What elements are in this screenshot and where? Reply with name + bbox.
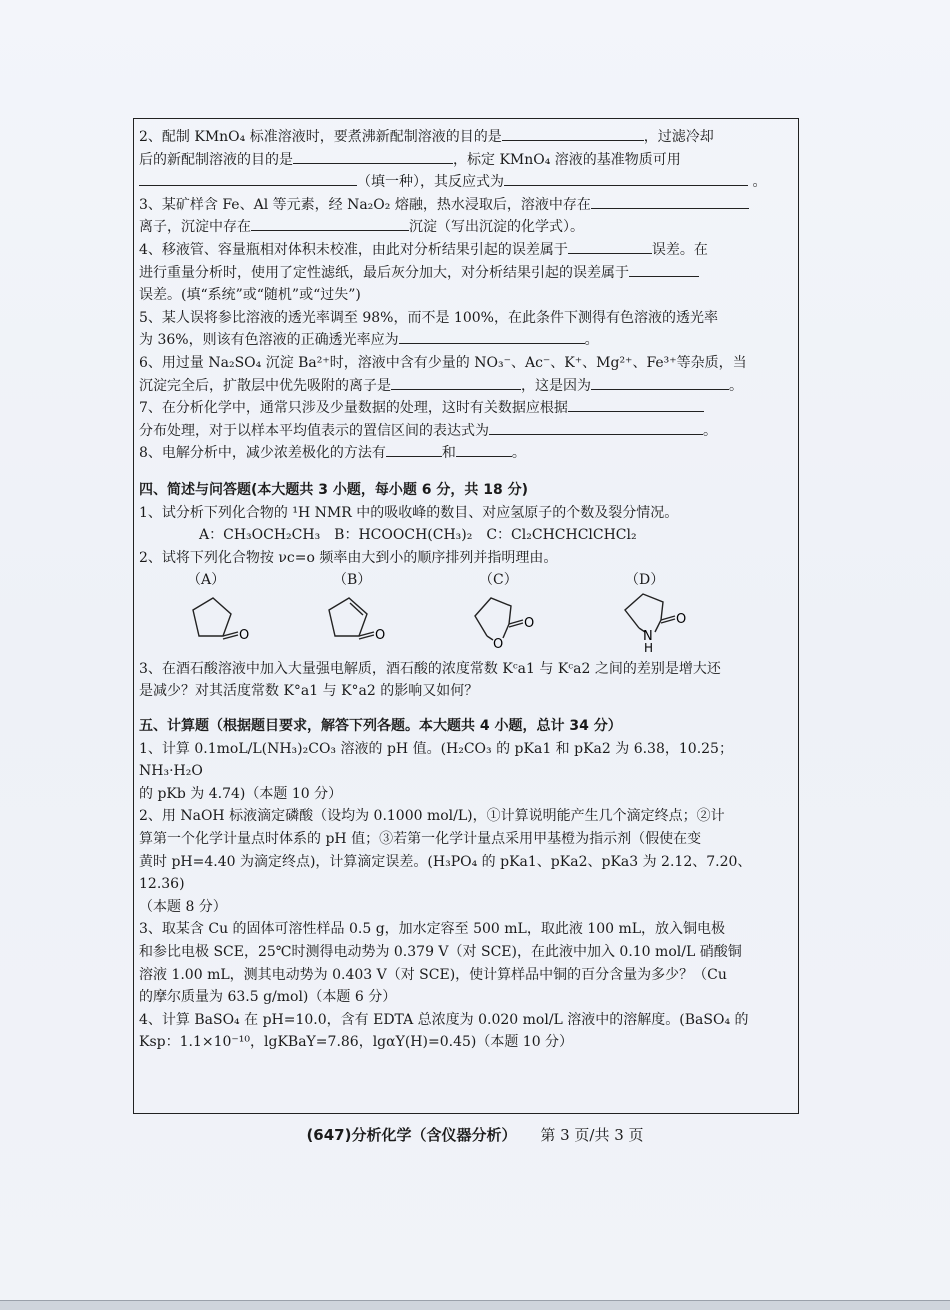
blank — [568, 239, 652, 254]
question-8: 8、电解分析中，减少浓差极化的方法有 和 。 — [139, 442, 795, 465]
question-4: 4、移液管、容量瓶相对体积未校准，由此对分析结果引起的误差属于 误差。在 — [139, 239, 795, 262]
blank — [504, 171, 748, 186]
svg-text:H: H — [644, 640, 654, 655]
blank — [591, 194, 749, 209]
section-5-q1: 1、计算 0.1moL/L(NH₃)₂CO₃ 溶液的 pH 值。(H₂CO₃ 的 pKa1 和 pKa2 为 6.38，10.25；NH₃·H₂O — [139, 740, 733, 780]
section-4-title: 四、简述与问答题(本大题共 3 小题，每小题 6 分，共 18 分) — [139, 481, 529, 498]
section-4-q3-line2: 是减少？对其活度常数 K°a1 与 K°a2 的影响又如何？ — [139, 683, 479, 700]
question-5: 5、某人误将参比溶液的透光率调至 98%，而不是 100%，在此条件下测得有色溶液的透光率 — [139, 309, 718, 326]
blank — [629, 262, 699, 277]
question-7: 7、在分析化学中，通常只涉及少量数据的处理，这时有关数据应根据 — [139, 397, 795, 420]
blank — [293, 149, 453, 164]
blank — [139, 171, 357, 186]
question-6-line2: 沉淀完全后，扩散层中优先吸附的离子是 ，这是因为 。 — [139, 375, 795, 398]
section-5-q2: 2、用 NaOH 标液滴定磷酸（设均为 0.1000 mol/L)，①计算说明能产生几个滴定终点；②计 — [139, 808, 725, 825]
section-5-q3-line2: 和参比电极 SCE，25℃时测得电动势为 0.379 V（对 SCE)，在此液中加入 0.10 mol/L 硝酸铜 — [139, 944, 742, 960]
label-a: （A） — [187, 572, 226, 589]
structure-cyclopentanone — [183, 592, 253, 656]
blank — [489, 420, 703, 435]
svg-text:O: O — [239, 627, 250, 643]
question-2-line2: 后的新配制溶液的目的是 ，标定 KMnO₄ 溶液的基准物质可用 — [139, 149, 795, 172]
blank — [591, 375, 729, 390]
question-2: 2、配制 KMnO₄ 标准溶液时，要煮沸新配制溶液的目的是 ，过滤冷却 — [139, 126, 795, 149]
svg-text:O: O — [375, 627, 386, 643]
section-5-q4: 4、计算 BaSO₄ 在 pH=10.0，含有 EDTA 总浓度为 0.020 mol/L 溶液中的溶解度。(BaSO₄ 的 — [139, 1011, 749, 1028]
course-title: (647)分析化学（含仪器分析） — [306, 1126, 517, 1144]
section-5-q2-line2: 算第一个化学计量点时体系的 pH 值；③若第一化学计量点采用甲基橙为指示剂（假使在变 — [139, 831, 702, 848]
page-footer — [0, 1124, 950, 1145]
structure-lactone — [465, 592, 545, 656]
blank — [391, 375, 521, 390]
section-5-q1-line2: 的 pKb 为 4.74)（本题 10 分） — [139, 785, 343, 802]
section-4-q3: 3、在酒石酸溶液中加入大量强电解质，酒石酸的浓度常数 Kᶜa1 与 Kᶜa2 之间的差别是增大还 — [139, 660, 721, 677]
structure-pyrrolidinone — [617, 592, 697, 656]
blank — [251, 216, 409, 231]
question-4-line2: 进行重量分析时，使用了定性滤纸，最后灰分加大，对分析结果引起的误差属于 — [139, 262, 795, 285]
question-7-line2: 分布处理，对于以样本平均值表示的置信区间的表达式为 。 — [139, 420, 795, 443]
structure-labels — [139, 569, 795, 592]
section-4-q1-choices: A：CH₃OCH₂CH₃ B：HCOOCH(CH₃)₂ C：Cl₂CHCHClCHCl₂ — [199, 527, 637, 544]
structures-row — [139, 592, 795, 658]
question-3-line2: 离子，沉淀中存在 沉淀（写出沉淀的化学式）。 — [139, 216, 795, 239]
question-2-line3: （填一种），其反应式为 。 — [139, 171, 795, 194]
label-d: （D） — [625, 572, 665, 589]
section-5-title: 五、计算题（根据题目要求，解答下列各题。本大题共 4 小题，总计 34 分） — [139, 718, 622, 735]
question-4-line3: 误差。(填“系统”或“随机”或“过失”) — [139, 287, 361, 304]
blank — [399, 329, 585, 344]
question-6: 6、用过量 Na₂SO₄ 沉淀 Ba²⁺时，溶液中含有少量的 NO₃⁻、Ac⁻、K⁺、Mg²⁺、Fe³⁺等杂质，当 — [139, 354, 747, 371]
svg-text:O: O — [493, 636, 504, 652]
blank — [502, 126, 644, 141]
section-5-q2-line4: （本题 8 分） — [139, 898, 227, 915]
page-number: 第 3 页/共 3 页 — [540, 1126, 644, 1144]
svg-text:O: O — [676, 611, 687, 627]
section-5-q3: 3、取某含 Cu 的固体可溶性样品 0.5 g，加水定容至 500 mL，取此液 100 mL，放入铜电极 — [139, 921, 726, 938]
section-5-q2-line3: 黄时 pH=4.40 为滴定终点)，计算滴定误差。(H₃PO₄ 的 pKa1、pKa2、pKa3 为 2.12、7.20、12.36) — [139, 853, 752, 893]
section-4-q1: 1、试分析下列化合物的 ¹H NMR 中的吸收峰的数目、对应氢原子的个数及裂分情况。 — [139, 504, 679, 521]
blank — [386, 442, 442, 457]
section-5-q3-line4: 的摩尔质量为 63.5 g/mol)（本题 6 分） — [139, 989, 397, 1006]
blank — [456, 442, 512, 457]
section-5-q3-line3: 溶液 1.00 mL，测其电动势为 0.403 V（对 SCE)，使计算样品中铜的百分含量为多少？（Cu — [139, 966, 727, 983]
svg-text:N: N — [643, 628, 653, 644]
exam-content — [139, 126, 795, 1054]
section-5-q4-line2: Ksp：1.1×10⁻¹⁰，lgKBaY=7.86，lgαY(H)=0.45)（本题 10 分） — [139, 1034, 574, 1051]
label-b: （B） — [333, 572, 372, 589]
question-3: 3、某矿样含 Fe、Al 等元素，经 Na₂O₂ 熔融，热水浸取后，溶液中存在 — [139, 194, 795, 217]
section-4-q2: 2、试将下列化合物按 νc=o 频率由大到小的顺序排列并指明理由。 — [139, 549, 558, 566]
svg-text:O: O — [524, 615, 535, 631]
label-c: （C） — [479, 572, 518, 589]
structure-cyclopentenone — [319, 592, 389, 656]
question-5-line2: 为 36%，则该有色溶液的正确透光率应为 。 — [139, 329, 795, 352]
blank — [568, 397, 704, 412]
